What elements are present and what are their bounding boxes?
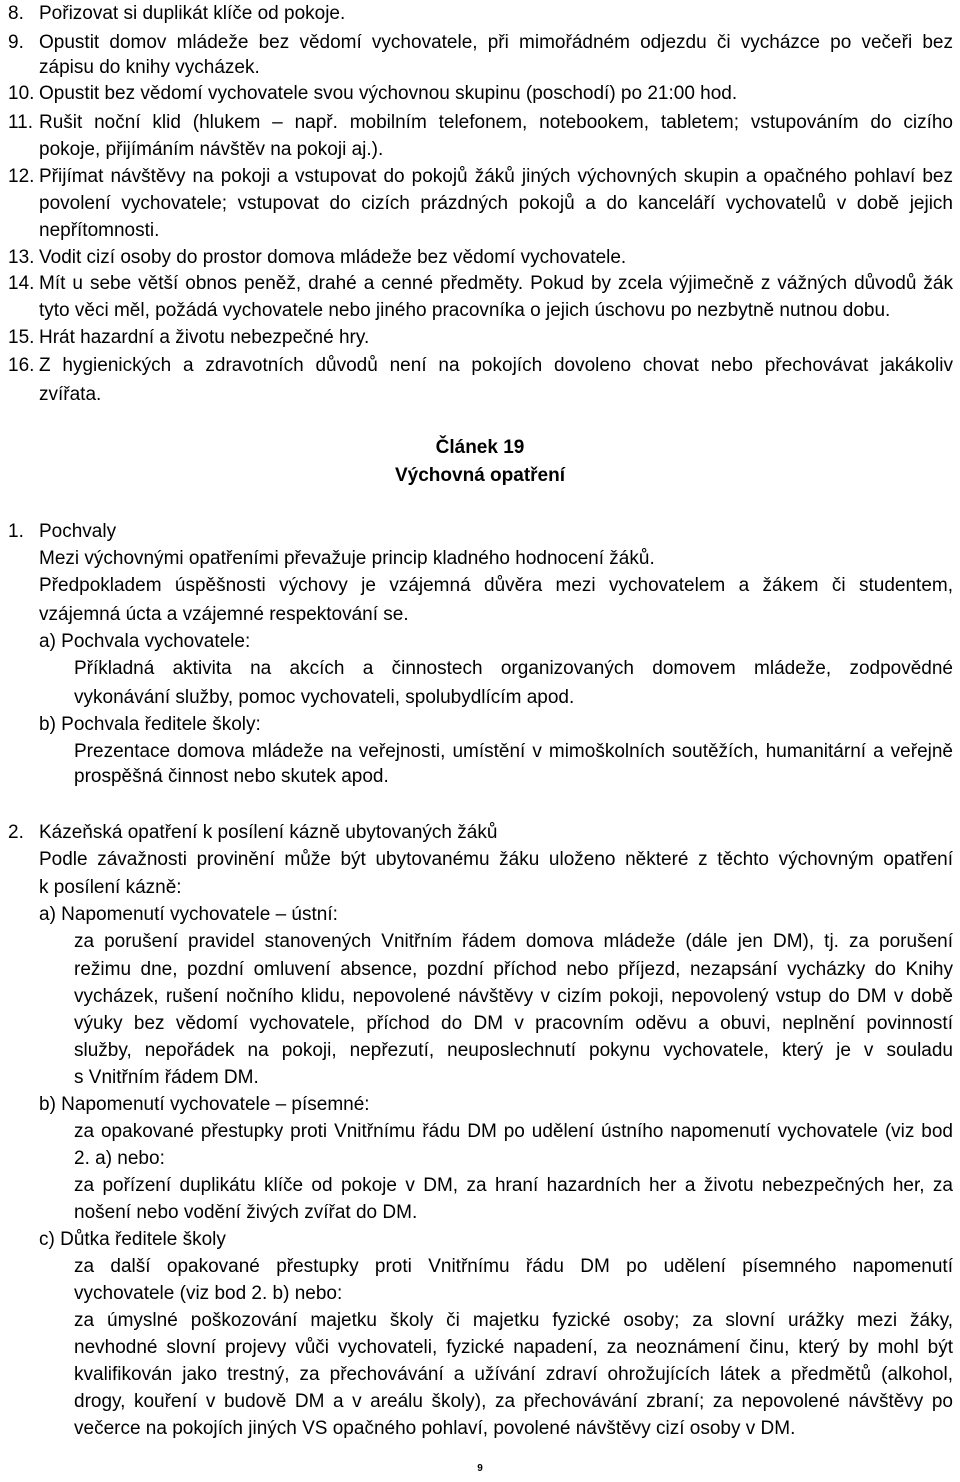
rule-14-line-1: Mít u sebe větší obnos peněž, drahé a cenné předměty. Pokud by zcela výjimečně z vážných důvodů žák [39,273,953,294]
section-2-a-text-3: vycházek, rušení nočního klidu, nepovolené návštěvy v cizím pokoji, nepovolený vstup do DM v době [74,986,953,1007]
section-1-b-label: b) Pochvala ředitele školy: [39,714,261,735]
section-1-heading: Pochvaly [39,521,117,542]
section-2-c-text1-1: za další opakované přestupky proti Vnitřnímu řádu DM po udělení písemného napomenutí [74,1256,953,1277]
rule-14-num: 14. [8,273,35,294]
article-number: Článek 19 [435,437,525,458]
rule-9-line-2: zápisu do knihy vycházek. [39,57,260,78]
rule-8-line-1: Pořizovat si duplikát klíče od pokoje. [39,3,346,24]
section-2-b-text2-1: za pořízení duplikátu klíče od pokoje v DM, za hraní hazardních her a životu nebezpečných her, za [74,1175,953,1196]
section-2-c-text2-2: nevhodné slovní projevy vůči vychovateli, fyzické napadení, za neoznámení činu, který by mohl být [74,1337,953,1358]
section-2-b-label: b) Napomenutí vychovatele – písemné: [39,1094,370,1115]
section-1-b-text-1: Prezentace domova mládeže na veřejnosti, umístění v mimoškolních soutěžích, humanitární a veřejně [74,741,953,762]
rule-9-num: 9. [8,32,24,53]
section-2-c-label: c) Důtka ředitele školy [39,1229,226,1250]
section-2-heading: Kázeňská opatření k posílení kázně ubytovaných žáků [39,822,498,843]
rule-16-line-2: zvířata. [39,384,102,405]
section-2-b-text1-2: 2. a) nebo: [74,1148,165,1169]
section-1-p2-line-2: vzájemná úcta a vzájemné respektování se. [39,604,409,625]
section-1-a-text-1: Příkladná aktivita na akcích a činnostech organizovaných domovem mládeže, zodpovědné [74,658,953,679]
rule-10-line-1: Opustit bez vědomí vychovatele svou výchovnou skupinu (poschodí) po 21:00 hod. [39,83,738,104]
section-1-p1: Mezi výchovnými opatřeními převažuje princip kladného hodnocení žáků. [39,548,655,569]
rule-10-num: 10. [8,83,35,104]
section-2-c-text2-4: drogy, kouření v budově DM a v areálu školy), za přechovávání zbraní; za nepovolené návštěvy po [74,1391,953,1412]
section-2-intro-2: k posílení kázně: [39,877,182,898]
section-1-b-text-2: prospěšná činnost nebo skutek apod. [74,766,389,787]
section-2-a-label: a) Napomenutí vychovatele – ústní: [39,904,338,925]
article-title: Výchovná opatření [395,465,565,486]
rule-15-num: 15. [8,327,35,348]
section-1-a-label: a) Pochvala vychovatele: [39,631,251,652]
section-1-num: 1. [8,521,24,542]
rule-8-num: 8. [8,3,24,24]
section-2-b-text2-2: nošení nebo vodění živých zvířat do DM. [74,1202,418,1223]
rule-16-num: 16. [8,355,35,376]
section-2-num: 2. [8,822,24,843]
section-2-c-text2-1: za úmyslné poškozování majetku školy či majetku fyzické osoby; za slovní urážky mezi žáky, [74,1310,953,1331]
section-2-a-text-2: režimu dne, pozdní omluvení absence, pozdní příchod nebo příjezd, nezapsání vycházky do Knihy [74,959,953,980]
section-2-intro-1: Podle závažnosti provinění může být ubytovanému žáku uloženo některé z těchto výchovným opatření [39,849,953,870]
section-2-a-text-4: výuky bez vědomí vychovatele, příchod do DM v pracovním oděvu a obuvi, neplnění povinností [74,1013,953,1034]
section-2-c-text2-5: večerce na pokojích jiných VS opačného pohlaví, povolené návštěvy cizí osoby v DM. [74,1418,796,1439]
section-2-b-text1-1: za opakované přestupky proti Vnitřnímu řádu DM po udělení ústního napomenutí vychovatele (viz bod [74,1121,953,1142]
page-number: 9 [477,1463,483,1474]
section-1-a-text-2: vykonávání služby, pomoc vychovateli, spolubydlícím apod. [74,687,575,708]
rule-12-num: 12. [8,166,35,187]
section-2-c-text1-2: vychovatele (viz bod 2. b) nebo: [74,1283,343,1304]
rule-11-line-2: pokoje, přijímáním návštěv na pokoji aj.). [39,139,384,160]
rule-13-line-1: Vodit cizí osoby do prostor domova mládeže bez vědomí vychovatele. [39,247,627,268]
section-1-p2-line-1: Předpokladem úspěšnosti výchovy je vzájemná důvěra mezi vychovatelem a žákem či studentem, [39,575,953,596]
rule-12-line-3: nepřítomnosti. [39,220,160,241]
rule-9-line-1: Opustit domov mládeže bez vědomí vychovatele, při mimořádném odjezdu či vycházce po večeři bez [39,32,953,53]
rule-16-line-1: Z hygienických a zdravotních důvodů není na pokojích dovoleno chovat nebo přechovávat jakákoliv [39,355,953,376]
rule-12-line-1: Přijímat návštěvy na pokoji a vstupovat do pokojů žáků jiných výchovných skupin a opačného pohlaví bez [39,166,953,187]
rule-14-line-2: tyto věci měl, požádá vychovatele nebo jiného pracovníka o jejich úschovu po nezbytně nutnou dobu. [39,300,891,321]
rule-15-line-1: Hrát hazardní a životu nebezpečné hry. [39,327,370,348]
rule-11-num: 11. [8,112,34,133]
section-2-a-text-5: služby, nepořádek na pokoji, nepřezutí, neuposlechnutí pokynu vychovatele, který je v souladu [74,1040,953,1061]
rule-11-line-1: Rušit noční klid (hlukem – např. mobilním telefonem, notebookem, tabletem; vstupováním do cizího [39,112,953,133]
section-2-a-text-1: za porušení pravidel stanovených Vnitřním řádem domova mládeže (dále jen DM), tj. za porušení [74,931,953,952]
rule-13-num: 13. [8,247,35,268]
section-2-a-text-6: s Vnitřním řádem DM. [74,1067,259,1088]
rule-12-line-2: povolení vychovatele; vstupovat do cizích prázdných pokojů a do kanceláří vychovatelů v době jejich [39,193,953,214]
section-2-c-text2-3: kvalifikován jako trestný, za přechovávání a užívání zdraví ohrožujících látek a předmětů (alkohol, [74,1364,953,1385]
